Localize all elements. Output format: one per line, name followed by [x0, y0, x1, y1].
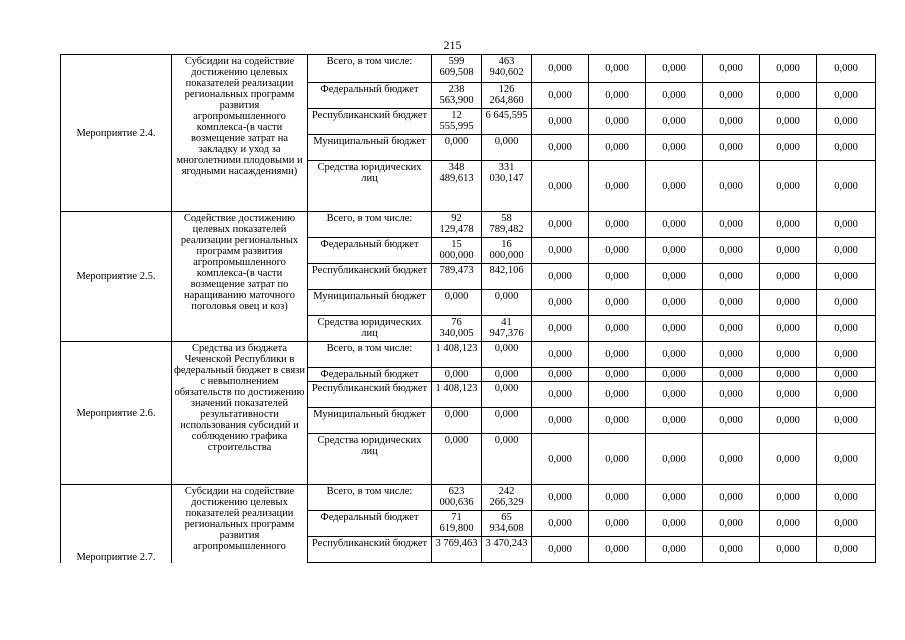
amount-cell: 0,000 — [760, 368, 817, 382]
amount-cell: 0,000 — [703, 408, 760, 434]
amount-cell: 0,000 — [646, 408, 703, 434]
amount-cell: 0,000 — [646, 368, 703, 382]
amount-cell: 0,000 — [760, 382, 817, 408]
amount-cell: 0,000 — [646, 238, 703, 264]
amount-cell: 0,000 — [482, 408, 532, 434]
amount-cell: 0,000 — [760, 434, 817, 485]
amount-cell: 0,000 — [760, 135, 817, 161]
amount-cell: 0,000 — [482, 135, 532, 161]
amount-cell: 0,000 — [532, 238, 589, 264]
amount-cell: 0,000 — [482, 434, 532, 485]
amount-cell: 0,000 — [589, 382, 646, 408]
amount-cell: 0,000 — [646, 290, 703, 316]
amount-cell: 0,000 — [432, 290, 482, 316]
amount-cell: 0,000 — [703, 434, 760, 485]
measure-description: Субсидии на содействие достижению целевых показателей реализации региональных программ развития агропромышленного — [172, 485, 308, 563]
amount-cell: 0,000 — [589, 342, 646, 368]
amount-cell: 0,000 — [646, 212, 703, 238]
amount-cell: 6 645,595 — [482, 109, 532, 135]
measure-description: Средства из бюджета Чеченской Республики в федеральный бюджет в связи с невыполнением обязательств по достижению значений показателей результативности использования субсидий и соблюдению графика строительства — [172, 342, 308, 485]
amount-cell: 1 408,123 — [432, 342, 482, 368]
amount-cell: 0,000 — [589, 316, 646, 342]
amount-cell: 0,000 — [646, 342, 703, 368]
amount-cell: 0,000 — [532, 109, 589, 135]
amount-cell: 0,000 — [817, 109, 876, 135]
amount-cell: 0,000 — [703, 511, 760, 537]
amount-cell: 0,000 — [646, 382, 703, 408]
amount-cell: 0,000 — [532, 382, 589, 408]
amount-cell: 12 555,995 — [432, 109, 482, 135]
amount-cell: 0,000 — [817, 382, 876, 408]
amount-cell: 0,000 — [817, 316, 876, 342]
amount-cell: 0,000 — [760, 511, 817, 537]
amount-cell: 0,000 — [817, 83, 876, 109]
amount-cell: 0,000 — [817, 135, 876, 161]
table-row — [61, 55, 876, 83]
amount-cell: 0,000 — [646, 537, 703, 563]
amount-cell: 71 619,800 — [432, 511, 482, 537]
amount-cell: 0,000 — [646, 109, 703, 135]
amount-cell: 3 769,463 — [432, 537, 482, 563]
amount-cell: 0,000 — [482, 368, 532, 382]
amount-cell: 0,000 — [703, 161, 760, 212]
amount-cell: 0,000 — [703, 382, 760, 408]
amount-cell: 0,000 — [589, 212, 646, 238]
measure-name: Мероприятие 2.5. — [61, 212, 172, 342]
amount-cell: 126 264,860 — [482, 83, 532, 109]
amount-cell: 0,000 — [532, 537, 589, 563]
amount-cell: 0,000 — [703, 368, 760, 382]
funding-source: Муниципальный бюджет — [308, 135, 432, 161]
amount-cell: 0,000 — [817, 161, 876, 212]
amount-cell: 0,000 — [532, 408, 589, 434]
amount-cell: 0,000 — [817, 408, 876, 434]
amount-cell: 0,000 — [817, 238, 876, 264]
amount-cell: 0,000 — [703, 290, 760, 316]
funding-source: Муниципальный бюджет — [308, 290, 432, 316]
amount-cell: 463 940,602 — [482, 55, 532, 83]
funding-source: Средства юридических лиц — [308, 434, 432, 485]
amount-cell: 3 470,243 — [482, 537, 532, 563]
amount-cell: 348 489,613 — [432, 161, 482, 212]
amount-cell: 58 789,482 — [482, 212, 532, 238]
amount-cell: 0,000 — [646, 161, 703, 212]
funding-source: Федеральный бюджет — [308, 511, 432, 537]
amount-cell: 0,000 — [482, 290, 532, 316]
amount-cell: 0,000 — [482, 382, 532, 408]
amount-cell: 0,000 — [532, 135, 589, 161]
amount-cell: 0,000 — [589, 161, 646, 212]
amount-cell: 0,000 — [646, 264, 703, 290]
funding-source: Федеральный бюджет — [308, 238, 432, 264]
amount-cell: 0,000 — [646, 83, 703, 109]
amount-cell: 0,000 — [589, 109, 646, 135]
amount-cell: 0,000 — [532, 342, 589, 368]
amount-cell: 0,000 — [817, 342, 876, 368]
amount-cell: 789,473 — [432, 264, 482, 290]
amount-cell: 0,000 — [817, 368, 876, 382]
amount-cell: 16 000,000 — [482, 238, 532, 264]
amount-cell: 0,000 — [646, 485, 703, 511]
amount-cell: 0,000 — [589, 408, 646, 434]
measure-name: Мероприятие 2.4. — [61, 55, 172, 212]
amount-cell: 0,000 — [532, 290, 589, 316]
amount-cell: 0,000 — [589, 238, 646, 264]
amount-cell: 0,000 — [703, 537, 760, 563]
amount-cell: 238 563,900 — [432, 83, 482, 109]
amount-cell: 0,000 — [532, 55, 589, 83]
amount-cell: 0,000 — [760, 408, 817, 434]
amount-cell: 0,000 — [589, 55, 646, 83]
amount-cell: 0,000 — [817, 537, 876, 563]
amount-cell: 0,000 — [817, 485, 876, 511]
amount-cell: 0,000 — [646, 55, 703, 83]
amount-cell: 92 129,478 — [432, 212, 482, 238]
amount-cell: 0,000 — [703, 238, 760, 264]
amount-cell: 0,000 — [760, 485, 817, 511]
amount-cell: 0,000 — [703, 109, 760, 135]
amount-cell: 0,000 — [703, 83, 760, 109]
amount-cell: 0,000 — [432, 434, 482, 485]
amount-cell: 331 030,147 — [482, 161, 532, 212]
amount-cell: 0,000 — [589, 135, 646, 161]
measure-description: Содействие достижению целевых показателей реализации региональных программ развития агропромышленного комплекса-(в части возмещение затрат по наращиванию маточного поголовья овец и коз) — [172, 212, 308, 342]
amount-cell: 0,000 — [646, 316, 703, 342]
amount-cell: 76 340,005 — [432, 316, 482, 342]
amount-cell: 0,000 — [432, 368, 482, 382]
amount-cell: 0,000 — [817, 55, 876, 83]
amount-cell: 242 266,329 — [482, 485, 532, 511]
funding-source: Республиканский бюджет — [308, 264, 432, 290]
funding-source: Всего, в том числе: — [308, 485, 432, 511]
amount-cell: 0,000 — [703, 135, 760, 161]
funding-source: Муниципальный бюджет — [308, 408, 432, 434]
amount-cell: 0,000 — [532, 485, 589, 511]
amount-cell: 41 947,376 — [482, 316, 532, 342]
table-row — [61, 485, 876, 511]
amount-cell: 599 609,508 — [432, 55, 482, 83]
amount-cell: 0,000 — [760, 161, 817, 212]
amount-cell: 0,000 — [589, 264, 646, 290]
amount-cell: 0,000 — [432, 135, 482, 161]
amount-cell: 0,000 — [703, 342, 760, 368]
amount-cell: 0,000 — [532, 264, 589, 290]
funding-source: Всего, в том числе: — [308, 55, 432, 83]
amount-cell: 0,000 — [760, 290, 817, 316]
amount-cell: 0,000 — [760, 316, 817, 342]
amount-cell: 0,000 — [817, 511, 876, 537]
amount-cell: 0,000 — [703, 212, 760, 238]
amount-cell: 0,000 — [760, 55, 817, 83]
amount-cell: 0,000 — [703, 55, 760, 83]
page-number: 215 — [443, 38, 462, 52]
amount-cell: 0,000 — [589, 83, 646, 109]
amount-cell: 15 000,000 — [432, 238, 482, 264]
funding-source: Средства юридических лиц — [308, 316, 432, 342]
amount-cell: 0,000 — [589, 537, 646, 563]
amount-cell: 0,000 — [432, 408, 482, 434]
amount-cell: 0,000 — [817, 434, 876, 485]
funding-source: Федеральный бюджет — [308, 368, 432, 382]
amount-cell: 0,000 — [532, 83, 589, 109]
amount-cell: 842,106 — [482, 264, 532, 290]
amount-cell: 0,000 — [482, 342, 532, 368]
amount-cell: 0,000 — [760, 83, 817, 109]
amount-cell: 0,000 — [703, 316, 760, 342]
funding-source: Республиканский бюджет — [308, 537, 432, 563]
amount-cell: 0,000 — [646, 434, 703, 485]
funding-source: Средства юридических лиц — [308, 161, 432, 212]
amount-cell: 0,000 — [532, 511, 589, 537]
funding-source: Федеральный бюджет — [308, 83, 432, 109]
amount-cell: 0,000 — [646, 511, 703, 537]
amount-cell: 0,000 — [760, 109, 817, 135]
amount-cell: 0,000 — [817, 212, 876, 238]
amount-cell: 0,000 — [817, 290, 876, 316]
amount-cell: 0,000 — [646, 135, 703, 161]
funding-source: Республиканский бюджет — [308, 382, 432, 408]
amount-cell: 0,000 — [589, 434, 646, 485]
amount-cell: 0,000 — [760, 212, 817, 238]
amount-cell: 1 408,123 — [432, 382, 482, 408]
amount-cell: 0,000 — [532, 434, 589, 485]
table-row — [61, 342, 876, 368]
funding-source: Всего, в том числе: — [308, 342, 432, 368]
amount-cell: 0,000 — [589, 485, 646, 511]
amount-cell: 0,000 — [817, 264, 876, 290]
funding-source: Всего, в том числе: — [308, 212, 432, 238]
amount-cell: 0,000 — [532, 161, 589, 212]
amount-cell: 0,000 — [703, 264, 760, 290]
measure-name: Мероприятие 2.7. — [61, 485, 172, 563]
funding-source: Республиканский бюджет — [308, 109, 432, 135]
amount-cell: 0,000 — [703, 485, 760, 511]
table-row — [61, 212, 876, 238]
amount-cell: 0,000 — [532, 368, 589, 382]
amount-cell: 0,000 — [589, 290, 646, 316]
amount-cell: 0,000 — [760, 342, 817, 368]
amount-cell: 65 934,608 — [482, 511, 532, 537]
measure-description: Субсидии на содействие достижению целевых показателей реализации региональных программ развития агропромышленного комплекса-(в части возмещение затрат на закладку и уход за многолетними плодовыми и ягодными насаждениями) — [172, 55, 308, 212]
amount-cell: 0,000 — [760, 238, 817, 264]
amount-cell: 0,000 — [589, 511, 646, 537]
amount-cell: 0,000 — [532, 316, 589, 342]
measure-name: Мероприятие 2.6. — [61, 342, 172, 485]
amount-cell: 0,000 — [760, 537, 817, 563]
amount-cell: 0,000 — [589, 368, 646, 382]
budget-table — [60, 54, 876, 563]
amount-cell: 623 000,636 — [432, 485, 482, 511]
amount-cell: 0,000 — [532, 212, 589, 238]
amount-cell: 0,000 — [760, 264, 817, 290]
